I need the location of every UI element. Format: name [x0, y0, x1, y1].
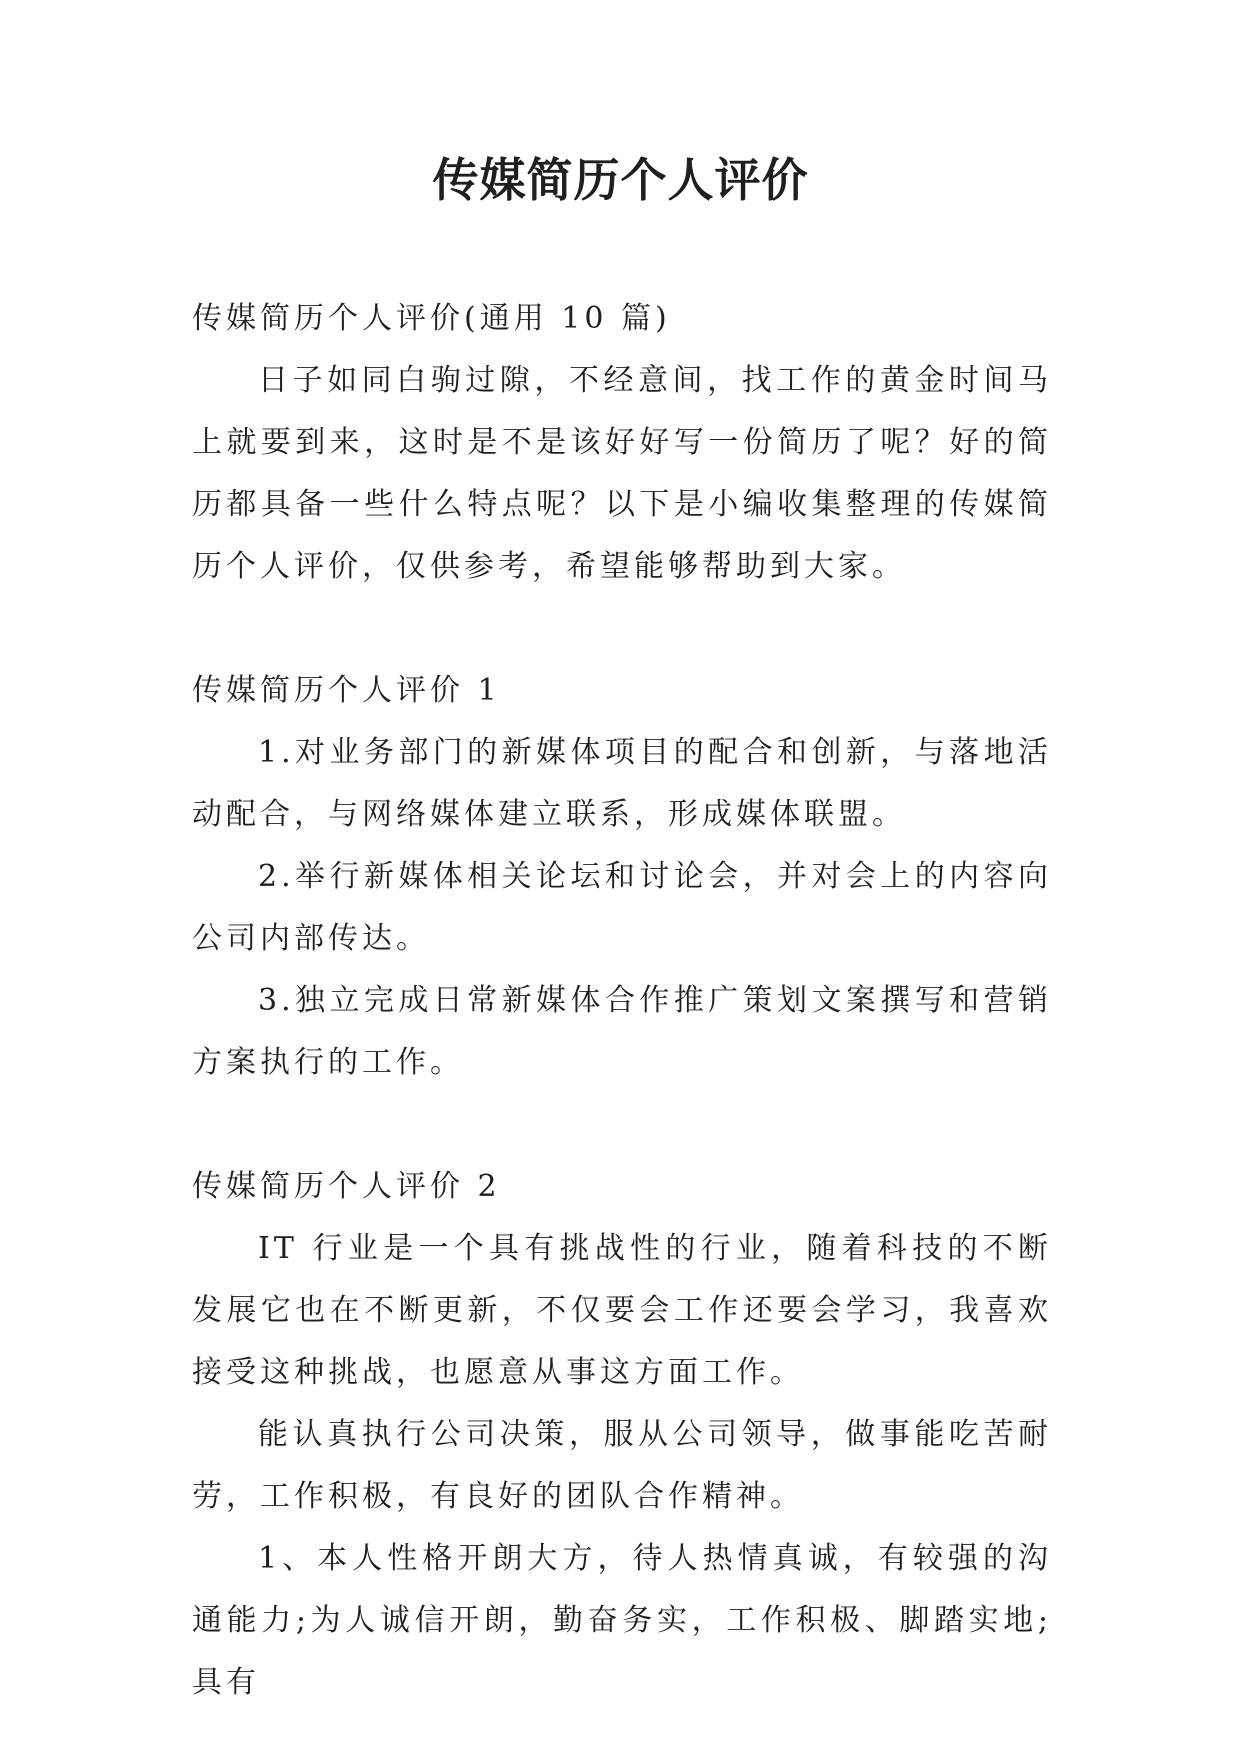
section-paragraph: IT 行业是一个具有挑战性的行业，随着科技的不断发展它也在不断更新，不仅要会工作还要会学习，我喜欢接受这种挑战，也愿意从事这方面工作。	[192, 1231, 1052, 1390]
document-body	[192, 288, 1052, 1714]
document-subtitle: 传媒简历个人评价(通用 10 篇)	[192, 301, 671, 336]
section-heading: 传媒简历个人评价 2	[192, 1169, 501, 1204]
section-paragraph: 能认真执行公司决策，服从公司领导，做事能吃苦耐劳，工作积极，有良好的团队合作精神。	[192, 1417, 1052, 1514]
section-heading: 传媒简历个人评价 1	[192, 673, 501, 708]
section-paragraph: 3.独立完成日常新媒体合作推广策划文案撰写和营销方案执行的工作。	[192, 983, 1052, 1080]
section-spacer	[192, 1094, 1052, 1156]
section-paragraph: 1.对业务部门的新媒体项目的配合和创新，与落地活动配合，与网络媒体建立联系，形成媒体联盟。	[192, 735, 1052, 832]
section-spacer	[192, 598, 1052, 660]
section-paragraph: 2.举行新媒体相关论坛和讨论会，并对会上的内容向公司内部传达。	[192, 859, 1052, 956]
intro-paragraph: 日子如同白驹过隙，不经意间，找工作的黄金时间马上就要到来，这时是不是该好好写一份简历了呢？好的简历都具备一些什么特点呢？以下是小编收集整理的传媒简历个人评价，仅供参考，希望能够帮助到大家。	[192, 363, 1052, 584]
document-title: 传媒简历个人评价	[432, 153, 809, 207]
section-paragraph: 1、本人性格开朗大方，待人热情真诚，有较强的沟通能力;为人诚信开朗，勤奋务实，工作积极、脚踏实地;具有	[192, 1541, 1052, 1700]
